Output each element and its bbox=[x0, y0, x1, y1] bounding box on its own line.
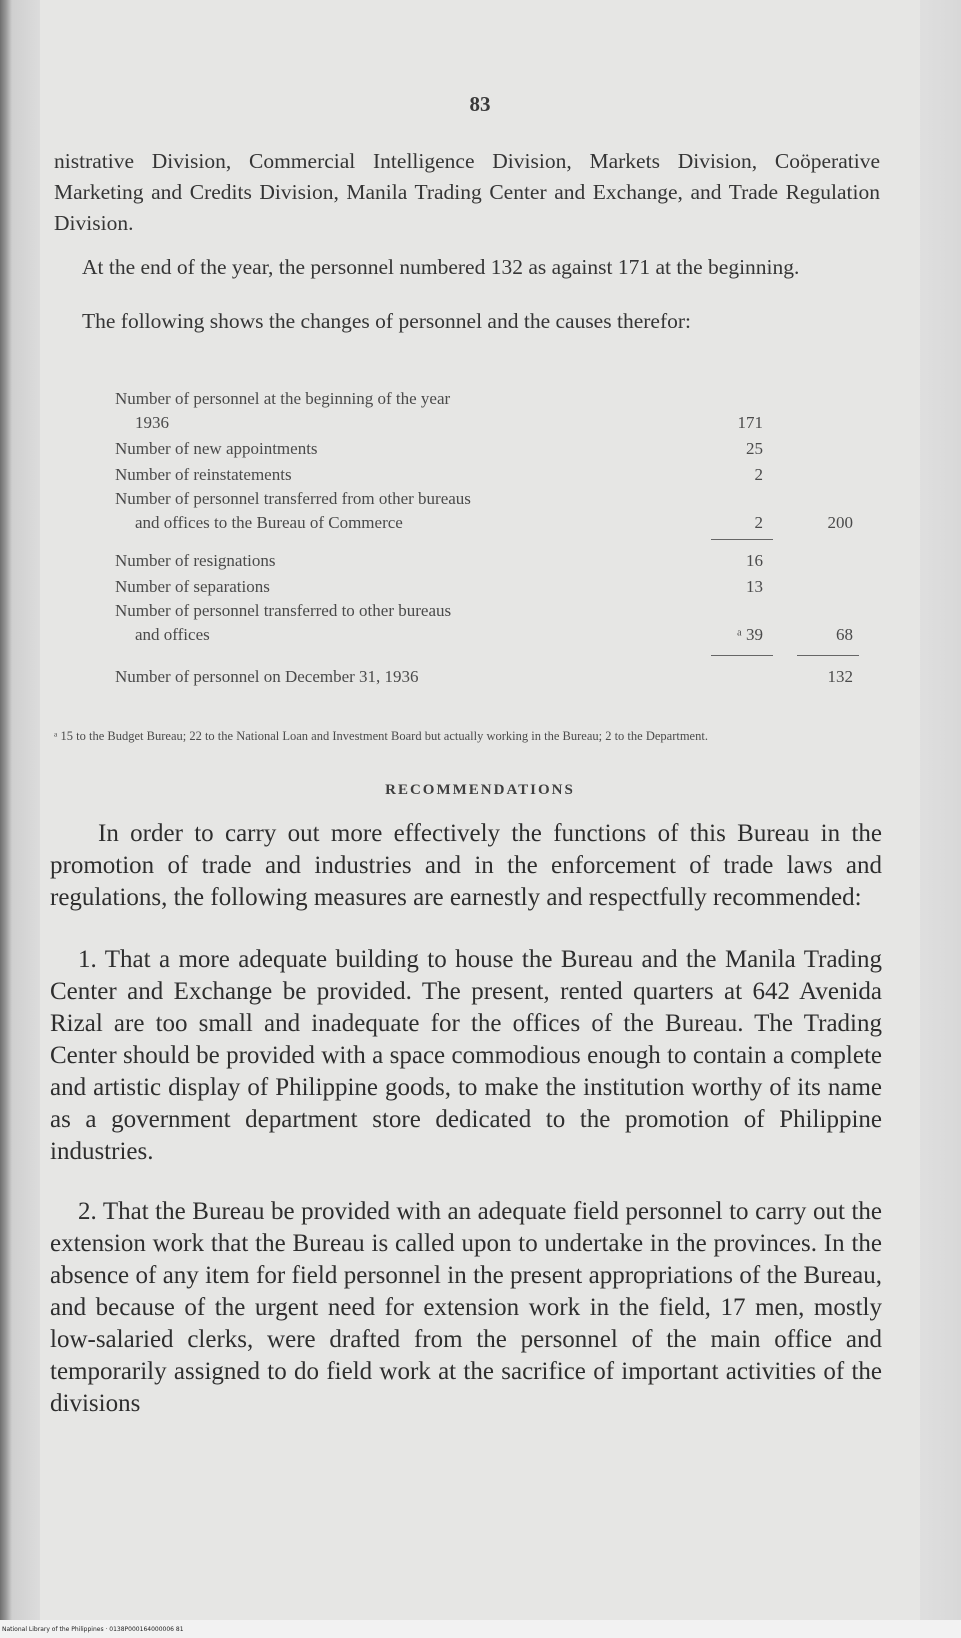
row-subtotal-value: 13 bbox=[746, 577, 763, 596]
column-rule bbox=[797, 655, 859, 656]
row-total-value: 68 bbox=[836, 625, 853, 644]
total-label: Number of personnel on December 31, 1936 bbox=[115, 667, 419, 686]
recommendation-item-1: 1. That a more adequate building to house the Bureau and the Manila Trading Center and Exchange be provided. The present, rented quarters at 642 Avenida Rizal are too small and inadequate for the offices of the Bureau. The Trading Center should be provided with a space commodious enough to contain a complete and artistic display of Philippine goods, to make the institution worthy of its name as a government department store dedicated to the promotion of Philippine industries. bbox=[50, 946, 882, 1165]
scan-credit: National Library of the Philippines · 0138P000164000006 81 bbox=[2, 1626, 184, 1633]
row-subtotal-value: ᵃ 39 bbox=[737, 625, 763, 644]
subtotal-rule bbox=[115, 535, 895, 547]
personnel-changes-table bbox=[115, 387, 895, 689]
row-label-continued: and offices to the Bureau of Commerce bbox=[135, 513, 403, 532]
row-label-continued: 1936 bbox=[135, 413, 169, 432]
row-label: Number of personnel transferred to other bureaus bbox=[115, 601, 452, 620]
row-subtotal-value: 25 bbox=[746, 439, 763, 458]
intro-paragraph-2: At the end of the year, the personnel numbered 132 as against 171 at the beginning. bbox=[82, 255, 800, 279]
row-label-continued: and offices bbox=[135, 625, 210, 644]
row-label: Number of personnel at the beginning of the year bbox=[115, 389, 451, 408]
recommendations-intro: In order to carry out more effectively the functions of this Bureau in the promotion of trade and industries and in the enforcement of trade laws and regulations, the following measures are earnestly and respectfully recommended: bbox=[50, 820, 882, 911]
table-row bbox=[115, 599, 895, 647]
table-row bbox=[115, 435, 895, 461]
intro-paragraph-3: The following shows the changes of personnel and the causes therefor: bbox=[82, 309, 691, 333]
document-page bbox=[40, 0, 920, 1638]
row-label: Number of personnel transferred from other bureaus bbox=[115, 489, 471, 508]
row-label: Number of resignations bbox=[115, 551, 276, 570]
recommendation-item-2: 2. That the Bureau be provided with an adequate field personnel to carry out the extension work that the Bureau is called upon to undertake in the provinces. In the absence of any item for field personnel in the present appropriations of the Bureau, and because of the urgent need for extension work in the field, 17 men, mostly low-salaried clerks, were drafted from the personnel of the main office and temporarily assigned to do field work at the sacrifice of important activities of the divisions bbox=[50, 1198, 882, 1417]
column-rule bbox=[711, 539, 773, 540]
row-label: Number of reinstatements bbox=[115, 465, 292, 484]
table-row bbox=[115, 487, 895, 535]
row-subtotal-value: 2 bbox=[754, 465, 763, 484]
total-value: 132 bbox=[827, 667, 853, 686]
section-heading: RECOMMENDATIONS bbox=[385, 782, 575, 798]
intro-paragraph-1: nistrative Division, Commercial Intelligence Division, Markets Division, Coöperative Marketing and Credits Division, Manila Trading Center and Exchange, and Trade Regulation Division. bbox=[54, 149, 880, 235]
row-subtotal-value: 2 bbox=[754, 513, 763, 532]
total-rule bbox=[115, 647, 895, 663]
table-row bbox=[115, 573, 895, 599]
column-rule bbox=[711, 655, 773, 656]
row-subtotal-value: 171 bbox=[737, 413, 763, 432]
table-row bbox=[115, 461, 895, 487]
row-label: Number of new appointments bbox=[115, 439, 318, 458]
table-footnote: ᵃ 15 to the Budget Bureau; 22 to the National Loan and Investment Board but actually working in the Bureau; 2 to the Department. bbox=[54, 729, 708, 743]
row-total-value: 200 bbox=[827, 513, 853, 532]
row-subtotal-value: 16 bbox=[746, 551, 763, 570]
table-row bbox=[115, 547, 895, 573]
table-row bbox=[115, 387, 895, 435]
row-label: Number of separations bbox=[115, 577, 270, 596]
page-number: 83 bbox=[469, 92, 491, 116]
table-total-row bbox=[115, 663, 895, 689]
